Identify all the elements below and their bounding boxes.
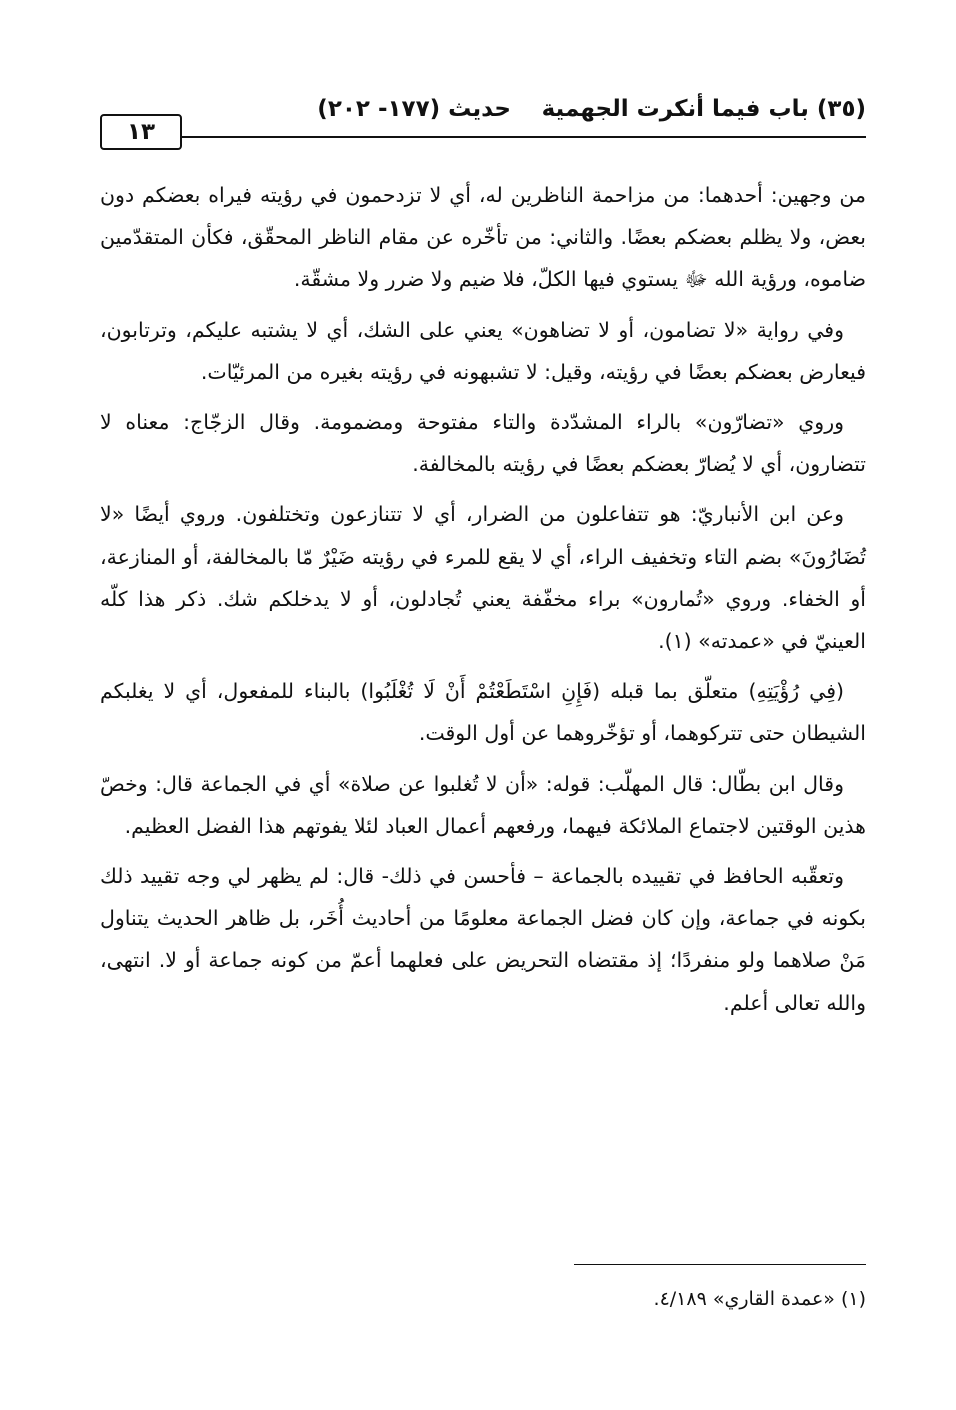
paragraph: وعن ابن الأنباريّ: هو تتفاعلون من الضرار، أي لا تتنازعون وتختلفون. وروي أيضًا «لا تُضَارُونَ» بضم التاء وتخفيف الراء، أي لا يقع للمرء في رؤيته ضَيْرٌ مّا بالمخالفة، أو المنازعة، أو الخفاء. وروي «تُمارون» براء مخفّفة يعني تُجادلون، أو لا يدخلكم شك. ذكر هذا كلّه العينيّ في «عمدته» (١). xyxy=(100,502,866,654)
paragraph: (فِي رُؤْيَتِهِ) متعلّق بما قبله (فَإِنِ اسْتَطَعْتُمْ أَنْ لَا تُغْلَبُوا) بالبناء للمفعول، أي لا يغلبكم الشيطان حتى تتركوهما، أو تؤخّروهما عن أول الوقت. xyxy=(100,679,866,746)
chapter-title: (٣٥) باب فيما أنكرت الجهمية xyxy=(541,96,866,122)
paragraph: وفي رواية «لا تضامون، أو لا تضاهون» يعني على الشك، أي لا يشتبه عليكم، وترتابون، فيعارض بعضكم بعضًا في رؤيته، وقيل: لا تشبهونه في رؤيته بغيره من المرئيّات. xyxy=(100,317,866,384)
paragraph: وروي «تضارّون» بالراء المشدّدة والتاء مفتوحة ومضمومة. وقال الزجّاج: معناه لا تتضارون، أي لا يُضارّ بعضكم بعضًا في رؤيته بالمخالفة. xyxy=(100,410,866,477)
header-divider xyxy=(180,136,866,138)
footnote: (١) «عمدة القاري» ٤/١٨٩. xyxy=(653,1288,866,1310)
hadith-range: حديث (١٧٧- ٢٠٢) xyxy=(317,96,511,122)
paragraph: وتعقّبه الحافظ في تقييده بالجماعة – فأحسن في ذلك- قال: لم يظهر لي وجه تقييد ذلك بكونه في جماعة، وإن كان فضل الجماعة معلومًا من أحاديث أُخَر، بل ظاهر الحديث يتناول مَنْ صلاهما ولو منفردًا؛ إذ مقتضاه التحريض على فعلهما أعمّ من كونه جماعة أو لا. انتهى، والله تعالى أعلم. xyxy=(100,864,866,1015)
paragraph: من وجهين: أحدهما: من مزاحمة الناظرين له، أي لا تزدحمون في رؤيته فيراه بعضكم دون بعض، ولا يظلم بعضكم بعضًا. والثاني: من تأخّره عن مقام الناظر المحقّق، فكأن المتقدّمين ضاموه، ورؤية الله ﷻ يستوي فيها الكلّ، فلا ضيم ولا ضرر ولا مشقّة. xyxy=(100,183,866,292)
page-header xyxy=(100,96,866,156)
page-number: ١٣ xyxy=(100,114,182,150)
paragraph: وقال ابن بطّال: قال المهلّب: قوله: «أن لا تُغلبوا عن صلاة» أي في الجماعة قال: وخصّ هذين الوقتين لاجتماع الملائكة فيهما، ورفعهم أعمال العباد لئلا يفوتهم هذا الفضل العظيم. xyxy=(100,771,866,838)
footnote-divider xyxy=(574,1264,866,1265)
main-text xyxy=(100,174,866,1032)
